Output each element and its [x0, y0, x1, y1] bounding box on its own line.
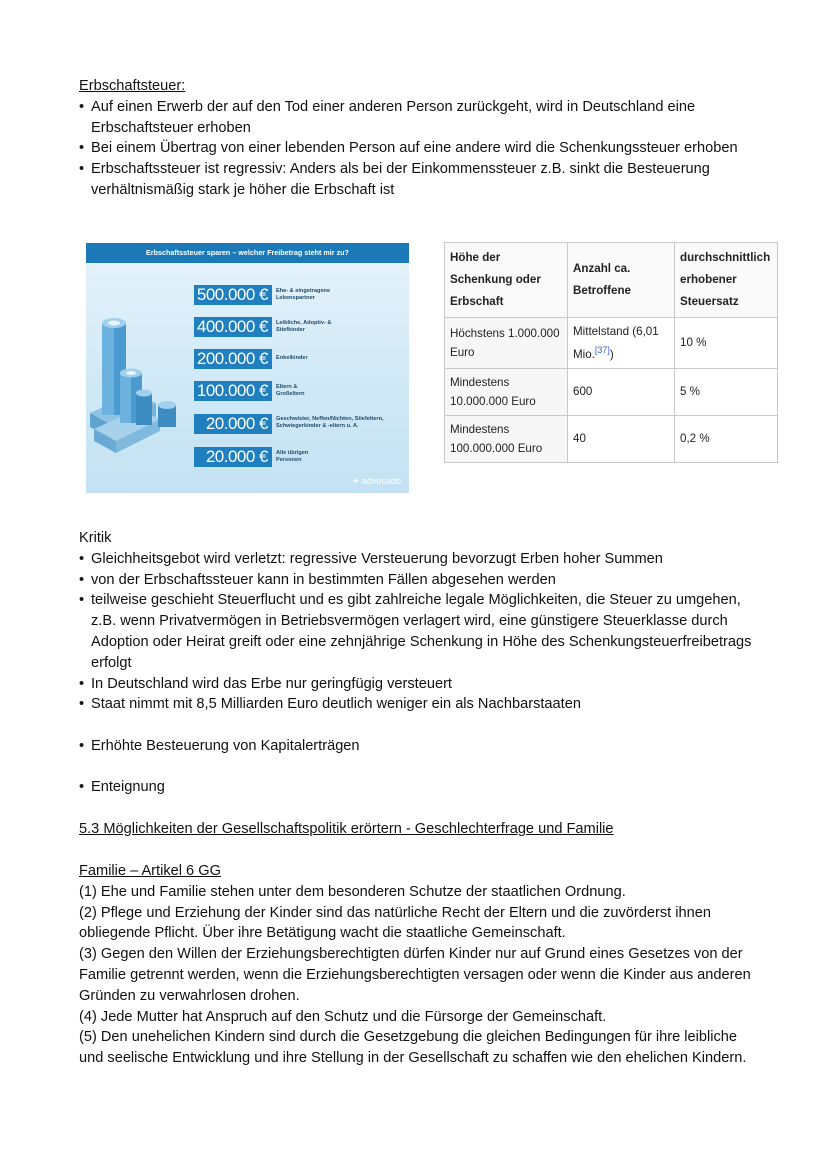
- freibetrag-row: [86, 317, 409, 343]
- paragraph: (4) Jede Mutter hat Anspruch auf den Schutz und die Fürsorge der Gemeinschaft.: [79, 1008, 607, 1025]
- steuersatz-table: [444, 242, 778, 463]
- freibetrag-row: [86, 447, 409, 473]
- list-item: • Bei einem Übertrag von einer lebenden Person auf eine andere wird die Schenkungssteuer erhoben: [79, 138, 759, 159]
- list-item: • Staat nimmt mit 8,5 Milliarden Euro deutlich weniger ein als Nachbarstaaten: [79, 694, 759, 715]
- row-description: Ehe- & eingetragene Lebenspartner: [276, 288, 331, 301]
- list-item: • Auf einen Erwerb der auf den Tod einer anderen Person zurückgeht, wird in Deutschland eine Erbschaftsteuer erhoben: [79, 97, 759, 139]
- table-row: [445, 415, 778, 462]
- freibetrag-row: [86, 285, 409, 311]
- row-description: Leibliche, Adoptiv- & Stiefkinder: [276, 320, 332, 333]
- extra-bullet: [79, 736, 759, 757]
- bullet-list: [79, 97, 759, 201]
- table-cell: Mittelstand (6,01 Mio.[37]): [568, 318, 675, 369]
- section-title: Familie – Artikel 6 GG: [79, 863, 221, 879]
- list-item: • Erbschaftssteuer ist regressiv: Anders als bei der Einkommenssteuer z.B. sinkt die Besteuerung verhältnismäßig stark je höher die Erbschaft ist: [79, 159, 759, 201]
- freibetrag-infographic: [86, 243, 409, 493]
- table-cell: Höchstens 1.000.000 Euro: [445, 318, 568, 369]
- paragraph: (2) Pflege und Erziehung der Kinder sind das natürliche Recht der Eltern und die zuvörderst ihnen obliegende Pflicht. Über ihre Betätigung wacht die staatliche Gemeinschaft.: [79, 904, 711, 942]
- paragraph: (1) Ehe und Familie stehen unter dem besonderen Schutze der staatlichen Ordnung.: [79, 883, 626, 900]
- freibetrag-row: [86, 381, 409, 407]
- table-cell: 40: [568, 415, 675, 462]
- amount-label: 100.000 €: [194, 381, 272, 401]
- amount-label: 20.000 €: [194, 447, 272, 467]
- list-item: • Enteignung: [79, 777, 759, 798]
- row-description: Geschwister, Neffen/Nichten, Stiefeltern, Schwiegerkinder & -eltern u. A.: [276, 416, 384, 429]
- extra-bullet: [79, 777, 759, 798]
- amount-label: 20.000 €: [194, 414, 272, 434]
- amount-label: 400.000 €: [194, 317, 272, 337]
- table-cell: 600: [568, 368, 675, 415]
- list-item: • von der Erbschaftssteuer kann in bestimmten Fällen abgesehen werden: [79, 570, 759, 591]
- column-header: Anzahl ca. Betroffene: [568, 243, 675, 318]
- table-header-row: [445, 243, 778, 318]
- table-cell: 10 %: [675, 318, 778, 369]
- section-title: Erbschaftsteuer:: [79, 78, 186, 94]
- freibetrag-row: [86, 349, 409, 375]
- table-cell: 5 %: [675, 368, 778, 415]
- infographic-title: Erbschaftssteuer sparen – welcher Freibetrag steht mir zu?: [86, 243, 409, 263]
- row-description: Alle übrigen Personen: [276, 450, 309, 463]
- list-item: • teilweise geschieht Steuerflucht und es gibt zahlreiche legale Möglichkeiten, die Steuer zu umgehen, z.B. wenn Privatvermögen in Betriebsvermögen verlagert wird, eine günstigere Steuerklasse durch Adoption oder Heirat greift oder eine zehnjährige Schenkung in Höhe des Schenkungsteuerfreibetrags erfolgt: [79, 590, 759, 673]
- amount-label: 500.000 €: [194, 285, 272, 305]
- list-item: • Erhöhte Besteuerung von Kapitalerträgen: [79, 736, 759, 757]
- list-item: • In Deutschland wird das Erbe nur geringfügig versteuert: [79, 674, 759, 695]
- amount-label: 200.000 €: [194, 349, 272, 369]
- kritik-section: [79, 528, 759, 715]
- column-header: Höhe der Schenkung oder Erbschaft: [445, 243, 568, 318]
- familie-section: [79, 861, 759, 1069]
- chapter-heading: 5.3 Möglichkeiten der Gesellschaftspolitik erörtern - Geschlechterfrage und Familie: [79, 821, 614, 837]
- section-title: Kritik: [79, 530, 112, 546]
- row-description: Eltern & Großeltern: [276, 384, 305, 397]
- row-description: Enkelkinder: [276, 355, 308, 361]
- column-header: durchschnittlich erhobener Steuersatz: [675, 243, 778, 318]
- table-cell: Mindestens 10.000.000 Euro: [445, 368, 568, 415]
- table-row: [445, 368, 778, 415]
- list-item: • Gleichheitsgebot wird verletzt: regressive Versteuerung bevorzugt Erben hoher Summen: [79, 549, 759, 570]
- table-cell: Mindestens 100.000.000 Euro: [445, 415, 568, 462]
- paragraph: (5) Den unehelichen Kindern sind durch die Gesetzgebung die gleichen Bedingungen für ihre leibliche und seelische Entwicklung und ihre Stellung in der Gesellschaft zu schaffen wie den ehelichen Kindern.: [79, 1029, 747, 1067]
- freibetrag-row: [86, 414, 409, 440]
- table-cell: 0,2 %: [675, 415, 778, 462]
- table-row: [445, 318, 778, 369]
- erbschaftsteuer-section: [79, 76, 759, 201]
- reference-link[interactable]: [37]: [594, 345, 610, 355]
- paragraph: (3) Gegen den Willen der Erziehungsberechtigten dürfen Kinder nur auf Grund eines Gesetzes von der Familie getrennt werden, wenn die Erziehungsberechtigten versagen oder wenn die Kinder aus anderen Gründen zu verwahrlosen drohen.: [79, 946, 751, 1004]
- advocado-logo: ✦ advocado: [351, 476, 401, 486]
- bullet-list: [79, 549, 759, 715]
